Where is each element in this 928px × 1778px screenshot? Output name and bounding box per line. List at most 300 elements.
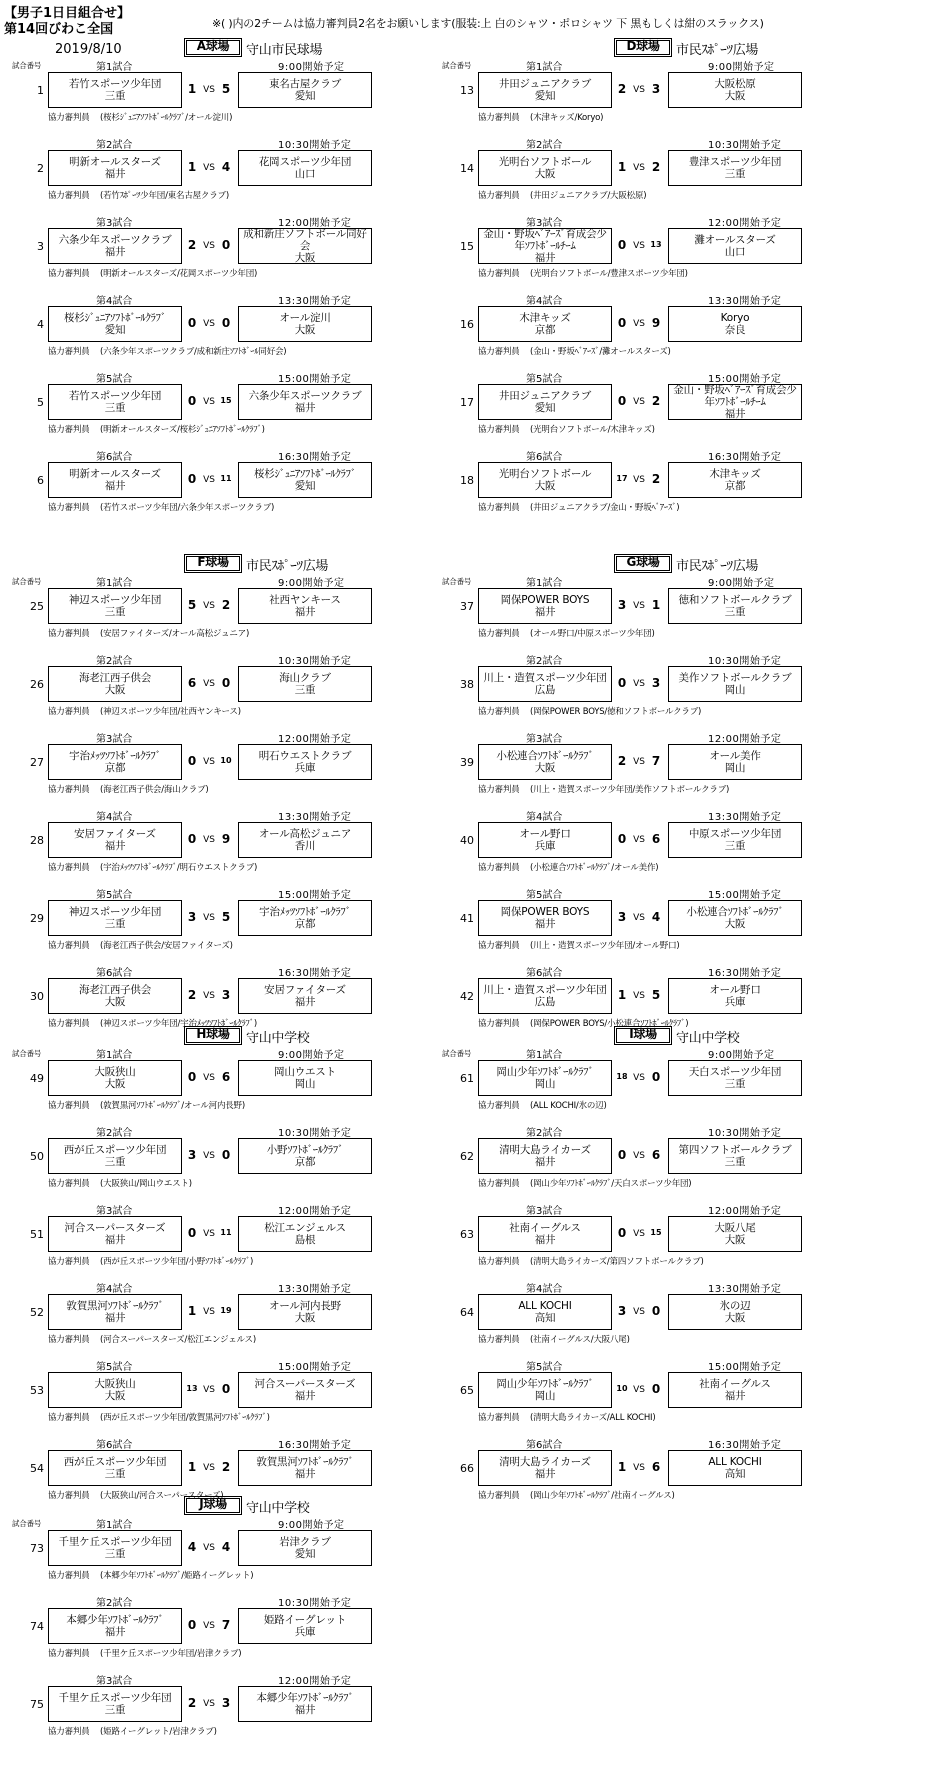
team-2-score: 5 (221, 910, 231, 924)
start-time: 16:30開始予定 (278, 968, 352, 979)
start-time: 15:00開始予定 (708, 890, 782, 901)
vs-label: VS (633, 1385, 645, 1395)
start-time: 13:30開始予定 (708, 296, 782, 307)
team-2-box (238, 150, 372, 186)
start-time: 13:30開始予定 (708, 812, 782, 823)
team-2-box (238, 72, 372, 108)
vs-label: VS (203, 1073, 215, 1083)
team-1-box (48, 900, 182, 936)
team-2-score: 6 (651, 1148, 661, 1162)
vs-label: VS (203, 1151, 215, 1161)
team-2-score: 0 (221, 676, 231, 690)
game-label: 第4試合 (96, 296, 133, 307)
vs-label: VS (203, 397, 215, 407)
referee-teams: (宇治ﾒｯﾂｿﾌﾄﾎﾞｰﾙｸﾗﾌﾞ/明石ウエストクラブ) (100, 863, 258, 873)
team-1-box (48, 228, 182, 264)
team-prefecture: 愛知 (294, 1548, 316, 1560)
team-prefecture: 岡山 (534, 1390, 556, 1402)
match-number: 61 (460, 1072, 474, 1085)
vs-label: VS (203, 835, 215, 845)
team-name: 灘オールスターズ (694, 234, 776, 246)
team-prefecture: 大阪 (104, 1390, 126, 1402)
team-2-box (238, 1216, 372, 1252)
team-1-score: 0 (617, 1226, 627, 1240)
team-2-score: 7 (651, 754, 661, 768)
team-name: 千里ケ丘スポーツ少年団 (58, 1536, 172, 1548)
match-number: 74 (30, 1620, 44, 1633)
team-1-box (478, 1450, 612, 1486)
team-prefecture: 福井 (534, 1234, 556, 1246)
event-date: 2019/8/10 (55, 42, 122, 57)
start-time: 13:30開始予定 (278, 1284, 352, 1295)
team-name: 桜杉ｼﾞｭﾆｱｿﾌﾄﾎﾞｰﾙｸﾗﾌﾞ (64, 312, 166, 324)
team-2-box (238, 462, 372, 498)
team-2-score: 0 (221, 316, 231, 330)
vs-label: VS (633, 757, 645, 767)
team-name: 小松連合ｿﾌﾄﾎﾞｰﾙｸﾗﾌﾞ (496, 750, 594, 762)
team-name: 本郷少年ｿﾌﾄﾎﾞｰﾙｸﾗﾌﾞ (256, 1692, 354, 1704)
team-prefecture: 三重 (724, 840, 746, 852)
team-1-box (478, 228, 612, 264)
team-name: 海老江西子供会 (78, 672, 152, 684)
team-2-box (238, 384, 372, 420)
team-name: 金山・野坂ﾍﾞｱｰｽﾞ育成会少年ｿﾌﾄﾎﾞｰﾙﾁｰﾑ (673, 384, 797, 408)
match-number-header: 試合番号 (442, 577, 472, 586)
referee-teams: (河合スーパースターズ/松江エンジェルス) (100, 1335, 256, 1345)
match-number: 27 (30, 756, 44, 769)
team-name: 河合スーパースターズ (64, 1222, 166, 1234)
match-number: 53 (30, 1384, 44, 1397)
team-1-box (48, 384, 182, 420)
start-time: 15:00開始予定 (708, 374, 782, 385)
team-prefecture: 三重 (724, 168, 746, 180)
game-label: 第1試合 (526, 1050, 563, 1061)
team-1-score: 2 (617, 754, 627, 768)
team-1-score: 0 (187, 754, 197, 768)
referee-teams: (清明大島ライカーズ/ALL KOCHI) (530, 1413, 656, 1423)
team-2-box (238, 306, 372, 342)
team-2-box (668, 306, 802, 342)
game-label: 第2試合 (526, 1128, 563, 1139)
team-2-score: 19 (220, 1306, 232, 1315)
game-label: 第5試合 (96, 890, 133, 901)
team-1-score: 1 (187, 160, 197, 174)
referee-prefix: 協力審判員 (48, 425, 90, 435)
team-prefecture: 福井 (104, 1234, 126, 1246)
vs-label: VS (633, 475, 645, 485)
team-1-score: 3 (617, 1304, 627, 1318)
team-2-box (668, 72, 802, 108)
referee-prefix: 協力審判員 (48, 1491, 90, 1501)
referee-prefix: 協力審判員 (478, 113, 520, 123)
referee-prefix: 協力審判員 (478, 191, 520, 201)
team-name: 岩津クラブ (279, 1536, 331, 1548)
team-1-box (478, 1294, 612, 1330)
team-1-box (478, 666, 612, 702)
start-time: 15:00開始予定 (278, 890, 352, 901)
team-prefecture: 愛知 (104, 324, 126, 336)
match-number: 17 (460, 396, 474, 409)
team-prefecture: 大阪 (104, 996, 126, 1008)
team-1-box (478, 462, 612, 498)
team-2-box (238, 1530, 372, 1566)
team-prefecture: 高知 (724, 1468, 746, 1480)
team-1-score: 18 (616, 1072, 628, 1081)
match-number-header: 試合番号 (442, 61, 472, 70)
venue-name: 市民ｽﾎﾟｰﾂ広場 (676, 43, 759, 58)
team-2-box (238, 1060, 372, 1096)
team-prefecture: 福井 (294, 996, 316, 1008)
referee-prefix: 協力審判員 (48, 785, 90, 795)
referee-teams: (西が丘スポーツ少年団/敦賀黒河ｿﾌﾄﾎﾞｰﾙｸﾗﾌﾞ) (100, 1413, 270, 1423)
team-1-box (48, 666, 182, 702)
team-prefecture: 大阪 (724, 1312, 746, 1324)
team-name: 天白スポーツ少年団 (688, 1066, 782, 1078)
match-number: 65 (460, 1384, 474, 1397)
team-2-score: 9 (651, 316, 661, 330)
team-2-box (668, 822, 802, 858)
vs-label: VS (203, 1699, 215, 1709)
referee-prefix: 協力審判員 (478, 1101, 520, 1111)
team-prefecture: 大阪 (534, 480, 556, 492)
team-name: 金山・野坂ﾍﾞｱｰｽﾞ育成会少年ｿﾌﾄﾎﾞｰﾙﾁｰﾑ (483, 228, 607, 252)
vs-label: VS (203, 991, 215, 1001)
team-prefecture: 福井 (534, 1156, 556, 1168)
team-name: オール淀川 (279, 312, 331, 324)
game-label: 第4試合 (96, 1284, 133, 1295)
vs-label: VS (633, 913, 645, 923)
start-time: 12:00開始予定 (708, 1206, 782, 1217)
team-name: 松江エンジェルス (264, 1222, 346, 1234)
referee-prefix: 協力審判員 (478, 1019, 520, 1029)
referee-teams: (明新オールスターズ/花岡スポーツ少年団) (100, 269, 258, 279)
referee-teams: (井田ジュニアクラブ/金山・野坂ﾍﾞｱｰｽﾞ) (530, 503, 680, 513)
referee-teams: (ALL KOCHI/氷の辺) (530, 1101, 607, 1111)
team-prefecture: 京都 (294, 1156, 316, 1168)
team-name: 明新オールスターズ (69, 468, 161, 480)
team-prefecture: 大阪 (724, 1234, 746, 1246)
referee-teams: (井田ジュニアクラブ/大阪松原) (530, 191, 647, 201)
team-name: 安居ファイターズ (264, 984, 346, 996)
team-2-box (238, 744, 372, 780)
team-2-score: 15 (220, 396, 232, 405)
team-2-score: 2 (221, 598, 231, 612)
team-2-box (668, 1138, 802, 1174)
team-prefecture: 岡山 (724, 762, 746, 774)
game-label: 第5試合 (96, 374, 133, 385)
game-label: 第1試合 (96, 62, 133, 73)
team-prefecture: 三重 (104, 402, 126, 414)
start-time: 15:00開始予定 (278, 374, 352, 385)
team-2-score: 0 (221, 1382, 231, 1396)
vs-label: VS (633, 601, 645, 611)
venue-name: 守山中学校 (246, 1501, 310, 1516)
team-2-box (238, 1450, 372, 1486)
game-label: 第5試合 (526, 1362, 563, 1373)
vs-label: VS (633, 679, 645, 689)
team-2-box (668, 228, 802, 264)
team-prefecture: 兵庫 (294, 762, 316, 774)
team-name: 東名古屋クラブ (268, 78, 342, 90)
team-1-score: 2 (617, 82, 627, 96)
team-1-score: 0 (617, 1148, 627, 1162)
match-number: 73 (30, 1542, 44, 1555)
team-1-box (478, 1372, 612, 1408)
team-name: 大阪狭山 (94, 1378, 136, 1390)
team-name: 大阪狭山 (94, 1066, 136, 1078)
team-name: 社南イーグルス (509, 1222, 581, 1234)
referee-teams: (神辺スポーツ少年団/社西ヤンキース) (100, 707, 241, 717)
start-time: 16:30開始予定 (708, 1440, 782, 1451)
match-number: 18 (460, 474, 474, 487)
start-time: 16:30開始予定 (278, 1440, 352, 1451)
referee-prefix: 協力審判員 (478, 785, 520, 795)
team-name: ALL KOCHI (518, 1300, 572, 1312)
referee-teams: (敦賀黒河ｿﾌﾄﾎﾞｰﾙｸﾗﾌﾞ/オール河内長野) (100, 1101, 245, 1111)
match-number-header: 試合番号 (12, 61, 42, 70)
referee-prefix: 協力審判員 (48, 191, 90, 201)
team-prefecture: 大阪 (104, 684, 126, 696)
start-time: 12:00開始予定 (278, 1206, 352, 1217)
team-1-score: 0 (617, 676, 627, 690)
team-1-score: 3 (187, 910, 197, 924)
team-1-score: 0 (617, 238, 627, 252)
team-prefecture: 三重 (104, 1156, 126, 1168)
match-number: 2 (37, 162, 44, 175)
game-label: 第2試合 (96, 656, 133, 667)
vs-label: VS (203, 1621, 215, 1631)
referee-teams: (小松連合ｿﾌﾄﾎﾞｰﾙｸﾗﾌﾞ/オール美作) (530, 863, 659, 873)
match-number-header: 試合番号 (12, 1519, 42, 1528)
team-name: オール野口 (519, 828, 571, 840)
vs-label: VS (633, 835, 645, 845)
team-prefecture: 京都 (104, 762, 126, 774)
team-2-box (668, 978, 802, 1014)
match-number: 49 (30, 1072, 44, 1085)
game-label: 第4試合 (526, 812, 563, 823)
referee-teams: (海老江西子供会/安居ファイターズ) (100, 941, 233, 951)
referee-prefix: 協力審判員 (48, 629, 90, 639)
team-prefecture: 愛知 (534, 90, 556, 102)
game-label: 第1試合 (96, 1520, 133, 1531)
venue-field-label: J球場 (184, 1496, 242, 1515)
team-1-box (48, 462, 182, 498)
team-1-score: 10 (616, 1384, 628, 1393)
team-2-score: 3 (651, 676, 661, 690)
game-label: 第5試合 (96, 1362, 133, 1373)
game-label: 第2試合 (96, 1598, 133, 1609)
team-prefecture: 福井 (534, 1468, 556, 1480)
referee-teams: (岡保POWER BOYS/徳和ソフトボールクラブ) (530, 707, 702, 717)
team-name: 河合スーパースターズ (254, 1378, 356, 1390)
team-1-box (48, 744, 182, 780)
team-name: 成和新庄ソフトボール同好会 (243, 228, 367, 252)
team-2-score: 2 (651, 472, 661, 486)
team-2-box (238, 1372, 372, 1408)
team-prefecture: 島根 (294, 1234, 316, 1246)
match-number: 16 (460, 318, 474, 331)
game-label: 第5試合 (526, 374, 563, 385)
referee-teams: (六条少年スポーツクラブ/成和新庄ｿﾌﾄﾎﾞｰﾙ同好会) (100, 347, 287, 357)
match-number: 39 (460, 756, 474, 769)
referee-teams: (光明台ソフトボール/木津キッズ) (530, 425, 655, 435)
referee-teams: (桜杉ｼﾞｭﾆｱｿﾌﾄﾎﾞｰﾙｸﾗﾌﾞ/オール淀川) (100, 113, 233, 123)
team-name: 川上・造賀スポーツ少年団 (483, 984, 607, 996)
match-number-header: 試合番号 (12, 1049, 42, 1058)
team-prefecture: 京都 (534, 324, 556, 336)
referee-prefix: 協力審判員 (478, 347, 520, 357)
team-name: 井田ジュニアクラブ (498, 390, 592, 402)
team-name: 六条少年スポーツクラブ (248, 390, 362, 402)
team-prefecture: 福井 (294, 606, 316, 618)
team-prefecture: 三重 (104, 918, 126, 930)
referee-prefix: 協力審判員 (48, 1335, 90, 1345)
team-prefecture: 愛知 (534, 402, 556, 414)
team-name: 神辺スポーツ少年団 (68, 906, 162, 918)
referee-prefix: 協力審判員 (478, 1491, 520, 1501)
start-time: 13:30開始予定 (708, 1284, 782, 1295)
team-2-box (238, 1138, 372, 1174)
team-1-score: 1 (617, 160, 627, 174)
referee-teams: (海老江西子供会/海山クラブ) (100, 785, 209, 795)
match-number: 62 (460, 1150, 474, 1163)
team-name: 社西ヤンキース (269, 594, 341, 606)
start-time: 10:30開始予定 (708, 140, 782, 151)
referee-prefix: 協力審判員 (478, 941, 520, 951)
vs-label: VS (633, 319, 645, 329)
team-name: 宇治ﾒｯﾂｿﾌﾄﾎﾞｰﾙｸﾗﾌﾞ (69, 750, 161, 762)
start-time: 15:00開始予定 (708, 1362, 782, 1373)
team-name: 若竹スポーツ少年団 (68, 390, 162, 402)
team-prefecture: 福井 (294, 1468, 316, 1480)
team-name: 神辺スポーツ少年団 (68, 594, 162, 606)
venue-name: 守山中学校 (676, 1031, 740, 1046)
team-name: オール美作 (709, 750, 761, 762)
team-prefecture: 三重 (104, 1704, 126, 1716)
team-2-box (668, 666, 802, 702)
team-1-box (48, 1372, 182, 1408)
team-name: 岡山少年ｿﾌﾄﾎﾞｰﾙｸﾗﾌﾞ (496, 1378, 594, 1390)
team-1-score: 2 (187, 988, 197, 1002)
team-prefecture: 大阪 (724, 90, 746, 102)
team-2-score: 10 (220, 756, 232, 765)
vs-label: VS (633, 397, 645, 407)
team-2-box (668, 1060, 802, 1096)
team-1-score: 3 (617, 598, 627, 612)
team-1-box (48, 1216, 182, 1252)
team-1-box (48, 978, 182, 1014)
team-prefecture: 大阪 (294, 1312, 316, 1324)
team-1-score: 0 (187, 832, 197, 846)
referee-prefix: 協力審判員 (478, 269, 520, 279)
team-1-score: 1 (187, 82, 197, 96)
vs-label: VS (203, 163, 215, 173)
match-number: 64 (460, 1306, 474, 1319)
referee-teams: (神辺スポーツ少年団/宇治ﾒｯﾂｿﾌﾄﾎﾞｰﾙｸﾗﾌﾞ) (100, 1019, 257, 1029)
referee-teams: (岡山少年ｿﾌﾄﾎﾞｰﾙｸﾗﾌﾞ/天白スポーツ少年団) (530, 1179, 692, 1189)
team-name: オール河内長野 (269, 1300, 341, 1312)
team-1-box (478, 72, 612, 108)
team-prefecture: 福井 (294, 402, 316, 414)
team-prefecture: 岡山 (724, 684, 746, 696)
team-1-score: 3 (617, 910, 627, 924)
team-prefecture: 福井 (104, 1626, 126, 1638)
team-1-box (48, 588, 182, 624)
team-1-score: 0 (187, 316, 197, 330)
referee-teams: (本郷少年ｿﾌﾄﾎﾞｰﾙｸﾗﾌﾞ/姫路イーグレット) (100, 1571, 254, 1581)
team-2-score: 4 (221, 160, 231, 174)
team-2-score: 5 (651, 988, 661, 1002)
game-label: 第3試合 (96, 734, 133, 745)
team-2-score: 11 (220, 474, 232, 483)
team-1-box (48, 1060, 182, 1096)
start-time: 9:00開始予定 (708, 578, 775, 589)
start-time: 16:30開始予定 (708, 968, 782, 979)
team-name: 清明大島ライカーズ (499, 1456, 591, 1468)
match-number: 75 (30, 1698, 44, 1711)
team-1-score: 0 (187, 1070, 197, 1084)
team-2-box (238, 588, 372, 624)
venue-name: 市民ｽﾎﾟｰﾂ広場 (246, 559, 329, 574)
vs-label: VS (203, 1463, 215, 1473)
team-prefecture: 三重 (724, 606, 746, 618)
match-number: 25 (30, 600, 44, 613)
team-1-box (478, 588, 612, 624)
referee-note: ※( )内の2チームは協力審判員2名をお願いします(服装:上 白のシャツ・ポロシャツ 下 黒もしくは紺のスラックス) (212, 17, 764, 30)
referee-teams: (社南イーグルス/大阪八尾) (530, 1335, 630, 1345)
team-2-score: 0 (651, 1382, 661, 1396)
team-2-score: 6 (651, 832, 661, 846)
team-name: 川上・造賀スポーツ少年団 (483, 672, 607, 684)
start-time: 12:00開始予定 (278, 1676, 352, 1687)
team-2-score: 0 (221, 238, 231, 252)
match-number: 30 (30, 990, 44, 1003)
vs-label: VS (633, 1463, 645, 1473)
venue-field-label: G球場 (614, 554, 672, 573)
match-number: 1 (37, 84, 44, 97)
referee-prefix: 協力審判員 (48, 1649, 90, 1659)
team-2-box (668, 1216, 802, 1252)
vs-label: VS (633, 163, 645, 173)
venue-name: 守山市民球場 (246, 43, 323, 58)
vs-label: VS (203, 1543, 215, 1553)
team-2-score: 3 (651, 82, 661, 96)
team-prefecture: 高知 (534, 1312, 556, 1324)
vs-label: VS (633, 241, 645, 251)
team-prefecture: 京都 (294, 918, 316, 930)
game-label: 第4試合 (96, 812, 133, 823)
referee-prefix: 協力審判員 (48, 1413, 90, 1423)
team-1-box (478, 978, 612, 1014)
game-label: 第2試合 (526, 140, 563, 151)
referee-prefix: 協力審判員 (48, 1179, 90, 1189)
start-time: 15:00開始予定 (278, 1362, 352, 1373)
team-prefecture: 広島 (534, 996, 556, 1008)
team-prefecture: 福井 (104, 246, 126, 258)
team-name: 敦賀黒河ｿﾌﾄﾎﾞｰﾙｸﾗﾌﾞ (256, 1456, 354, 1468)
referee-prefix: 協力審判員 (478, 629, 520, 639)
referee-teams: (千里ケ丘スポーツ少年団/岩津クラブ) (100, 1649, 242, 1659)
venue-field-label: I球場 (614, 1026, 672, 1045)
referee-prefix: 協力審判員 (48, 1571, 90, 1581)
referee-teams: (西が丘スポーツ少年団/小野ｿﾌﾄﾎﾞｰﾙｸﾗﾌﾞ) (100, 1257, 254, 1267)
team-2-score: 4 (221, 1540, 231, 1554)
team-1-box (48, 306, 182, 342)
team-prefecture: 愛知 (294, 90, 316, 102)
team-2-score: 11 (220, 1228, 232, 1237)
team-2-box (668, 588, 802, 624)
referee-teams: (岡山少年ｿﾌﾄﾎﾞｰﾙｸﾗﾌﾞ/社南イーグルス) (530, 1491, 675, 1501)
